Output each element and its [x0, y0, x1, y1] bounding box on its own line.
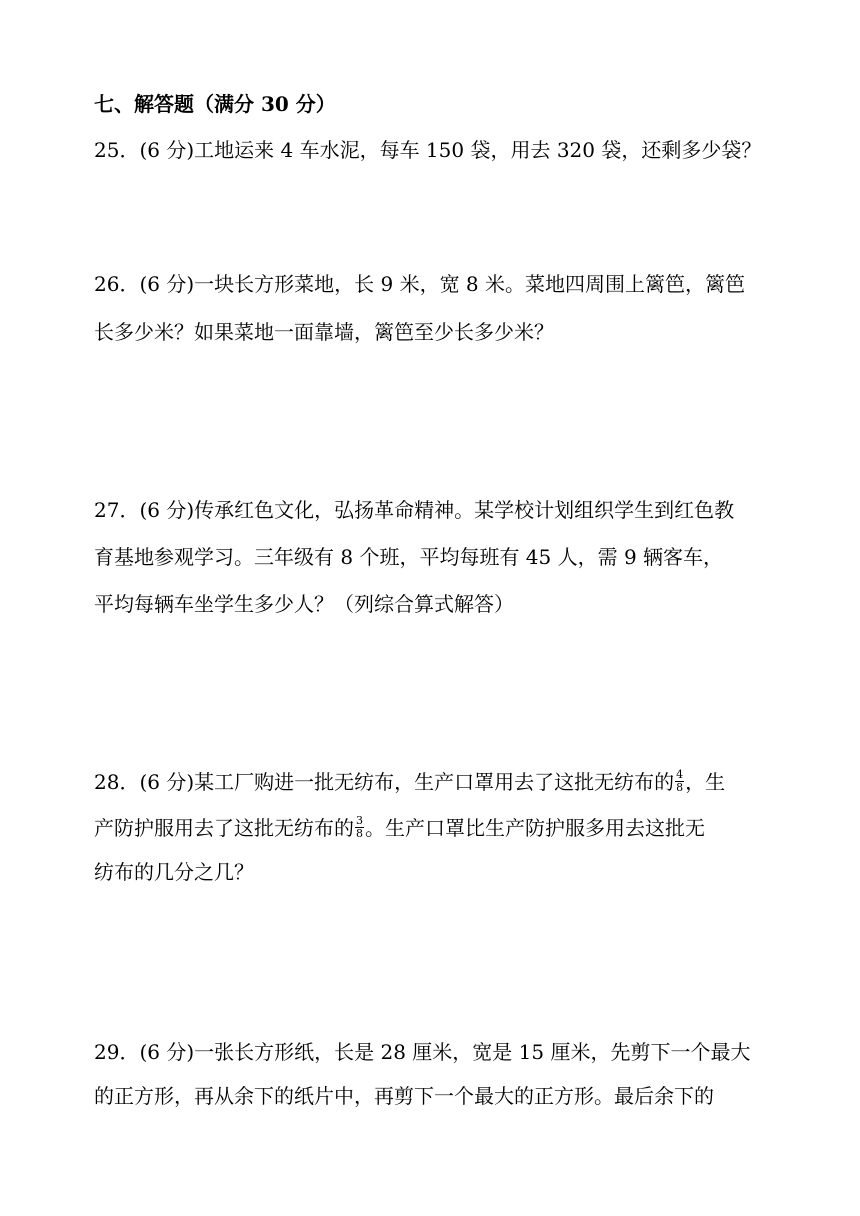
question-29-line-1: 29．(6 分)一张长方形纸，长是 28 厘米，宽是 15 厘米，先剪下一个最大 [94, 1040, 751, 1064]
fraction-three-eighths [355, 815, 364, 840]
question-27-line-2: 育基地参观学习。三年级有 8 个班，平均每班有 45 人，需 9 辆客车， [94, 545, 724, 569]
question-28-line-1 [94, 766, 725, 798]
question-28-line-3: 纺布的几分之几？ [94, 860, 254, 884]
fraction-numerator: 4 [676, 768, 684, 781]
question-27-line-3: 平均每辆车坐学生多少人？（列综合算式解答） [94, 592, 514, 616]
question-26-line-2: 长多少米？如果菜地一面靠墙，篱笆至少长多少米？ [94, 320, 554, 344]
section-title: 七、解答题（满分 30 分） [94, 92, 336, 116]
fraction-four-eighths [675, 769, 684, 794]
question-28-text-d: 。生产口罩比生产防护服多用去这批无 [365, 816, 705, 840]
question-25-line-1: 25．(6 分)工地运来 4 车水泥，每车 150 袋，用去 320 袋，还剩多少袋？ [94, 138, 762, 162]
question-28-text-a: 28．(6 分)某工厂购进一批无纺布，生产口罩用去了这批无纺布的 [94, 770, 675, 794]
question-28-text-c: 产防护服用去了这批无纺布的 [94, 816, 354, 840]
fraction-denominator: 8 [356, 827, 363, 840]
question-29-line-2: 的正方形，再从余下的纸片中，再剪下一个最大的正方形。最后余下的 [94, 1084, 714, 1108]
question-26-line-1: 26．(6 分)一块长方形菜地，长 9 米，宽 8 米。菜地四周围上篱笆，篱笆 [94, 272, 746, 296]
question-28-text-b: ，生 [685, 770, 726, 794]
fraction-numerator: 3 [356, 814, 363, 827]
fraction-denominator: 8 [676, 781, 684, 794]
question-27-line-1: 27．(6 分)传承红色文化，弘扬革命精神。某学校计划组织学生到红色教 [94, 498, 735, 522]
question-28-line-2 [94, 812, 705, 844]
